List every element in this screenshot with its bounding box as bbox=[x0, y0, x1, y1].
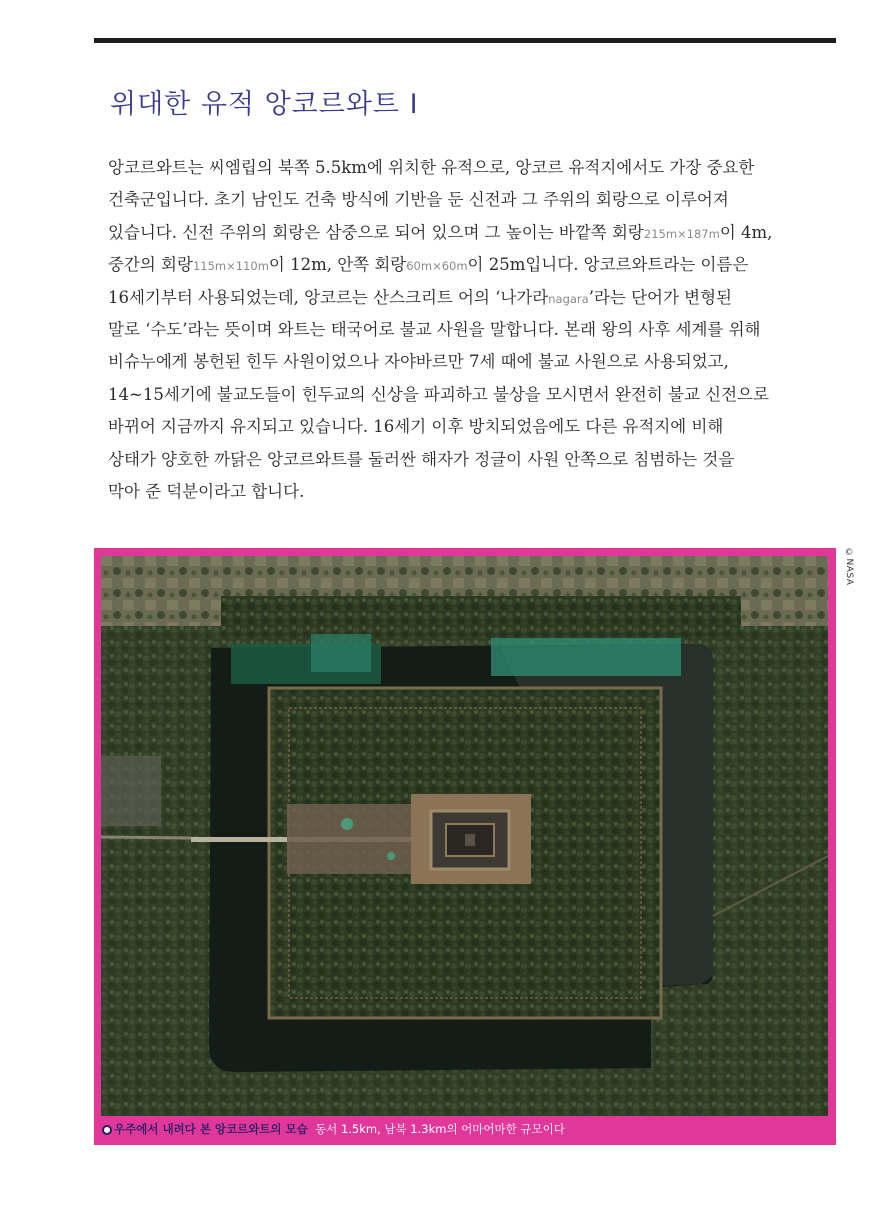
body-line: 앙코르와트는 씨엠립의 북쪽 5.5km에 위치한 유적으로, 앙코르 유적지에서도 가장 중요한 bbox=[108, 158, 755, 177]
page-title: 위대한 유적 앙코르와트 Ⅰ bbox=[110, 89, 419, 120]
body-paragraph bbox=[108, 152, 824, 508]
dimension-note: 115m×110m bbox=[192, 259, 269, 274]
caption-text: 동서 1.5km, 남북 1.3km의 어마어마한 규모이다 bbox=[315, 1122, 565, 1136]
body-line: 상태가 양호한 까닭은 앙코르와트를 둘러싼 해자가 정글이 사원 안쪽으로 침범하는 것을 bbox=[108, 449, 735, 469]
photo-credit: ©NASA bbox=[844, 548, 854, 586]
bullet-circle-icon bbox=[102, 1125, 112, 1135]
body-line: 16세기부터 사용되었는데, 앙코르는 산스크리트 어의 ‘나가라nagara’라는 단어가 변형된 bbox=[108, 287, 732, 307]
figure-frame bbox=[94, 548, 836, 1145]
body-line: 막아 준 덕분이라고 합니다. bbox=[108, 481, 305, 501]
dimension-note: 215m×187m bbox=[643, 226, 720, 241]
term-note: nagara bbox=[548, 291, 589, 306]
caption-lead: 우주에서 내려다 본 앙코르와트의 모습 bbox=[114, 1122, 308, 1136]
body-line: 건축군입니다. 초기 남인도 건축 방식에 기반을 둔 신전과 그 주위의 회랑으로 이루어져 bbox=[108, 190, 729, 210]
body-line: 바뀌어 지금까지 유지되고 있습니다. 16세기 이후 방치되었음에도 다른 유적지에 비해 bbox=[108, 417, 724, 437]
satellite-photo bbox=[101, 556, 828, 1116]
body-line: 비슈누에게 봉헌된 힌두 사원이었으나 자야바르만 7세 때에 불교 사원으로 사용되었고, bbox=[108, 352, 729, 372]
figure-caption bbox=[102, 1118, 565, 1140]
top-rule bbox=[94, 38, 836, 43]
body-line: 말로 ‘수도’라는 뜻이며 와트는 태국어로 불교 사원을 말합니다. 본래 왕의 사후 세계를 위해 bbox=[108, 319, 761, 339]
body-line: 있습니다. 신전 주위의 회랑은 삼중으로 되어 있으며 그 높이는 바깥쪽 회랑215m×187m이 4m, bbox=[108, 222, 773, 242]
body-line: 14~15세기에 불교도들이 힌두교의 신상을 파괴하고 불상을 모시면서 완전히 불교 신전으로 bbox=[108, 384, 769, 404]
body-line: 중간의 회랑115m×110m이 12m, 안쪽 회랑60m×60m이 25m입니다. 앙코르와트라는 이름은 bbox=[108, 255, 749, 275]
dimension-note: 60m×60m bbox=[406, 259, 468, 274]
